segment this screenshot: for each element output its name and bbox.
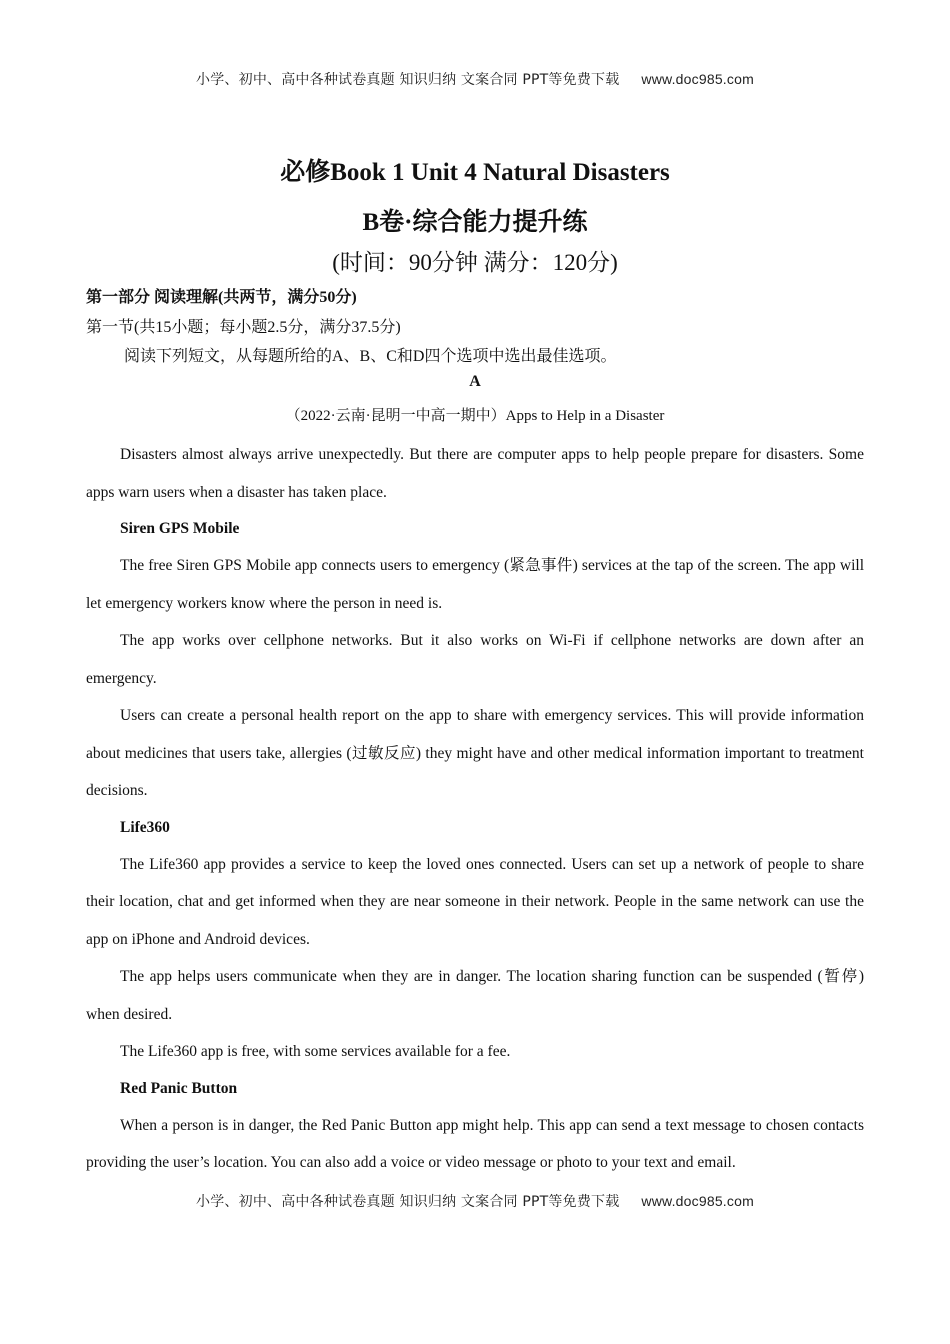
app-heading-siren: Siren GPS Mobile xyxy=(120,520,240,537)
passage-source: （2022·云南·昆明一中高一期中）Apps to Help in a Disaster xyxy=(285,408,665,424)
paragraph: When a person is in danger, the Red Panic Button app might help. This app can send a text message to chosen contacts providing the user’s location. You can also add a voice or video message or photo to your text and email. xyxy=(86,1116,864,1171)
section-heading: 第一部分 阅读理解(共两节，满分50分) xyxy=(86,289,357,306)
footer-text: 小学、初中、高中各种试卷真题 知识归纳 文案合同 PPT等免费下载 xyxy=(196,1194,620,1210)
paragraph: The app helps users communicate when they are in danger. The location sharing function can be suspended (暂停) when desired. xyxy=(86,968,864,1023)
paragraph: The Life360 app is free, with some services available for a fee. xyxy=(120,1043,511,1060)
passage-letter: A xyxy=(469,373,481,390)
paragraph: The app works over cellphone networks. But it also works on Wi-Fi if cellphone networks are down after an emergency. xyxy=(86,632,864,687)
passage-intro: Disasters almost always arrive unexpectedly. But there are computer apps to help people prepare for disasters. Some apps warn users when a disaster has taken place. xyxy=(86,446,864,501)
paragraph: Users can create a personal health report on the app to share with emergency services. This will provide information about medicines that users take, allergies (过敏反应) they might have and other medical information important to treatment decisions. xyxy=(86,707,864,799)
paragraph: The free Siren GPS Mobile app connects users to emergency (紧急事件) services at the tap of the screen. The app will let emergency workers know where the person in need is. xyxy=(86,557,864,612)
document-subtitle: B卷·综合能力提升练 xyxy=(362,209,588,236)
app-heading-red-panic: Red Panic Button xyxy=(120,1079,238,1097)
exam-time-info: (时间：90分钟 满分：120分) xyxy=(332,250,618,275)
paragraph: The Life360 app provides a service to keep the loved ones connected. Users can set up a network of people to share their location, chat and get informed when they are near someone in their network. People in the same network can use the app on iPhone and Android devices. xyxy=(86,855,864,948)
document-title: 必修Book 1 Unit 4 Natural Disasters xyxy=(280,159,670,186)
page-footer xyxy=(0,1191,950,1211)
header-site-link[interactable]: www.doc985.com xyxy=(641,71,754,87)
footer-site-link[interactable]: www.doc985.com xyxy=(641,1193,754,1209)
instruction-text: 阅读下列短文，从每题所给的A、B、C和D四个选项中选出最佳选项。 xyxy=(124,348,617,365)
app-heading-life360: Life360 xyxy=(120,818,170,836)
page-header xyxy=(0,69,950,89)
passage-body xyxy=(86,436,864,1182)
section-subheading: 第一节(共15小题；每小题2.5分，满分37.5分) xyxy=(86,319,401,336)
header-text: 小学、初中、高中各种试卷真题 知识归纳 文案合同 PPT等免费下载 xyxy=(196,72,620,88)
